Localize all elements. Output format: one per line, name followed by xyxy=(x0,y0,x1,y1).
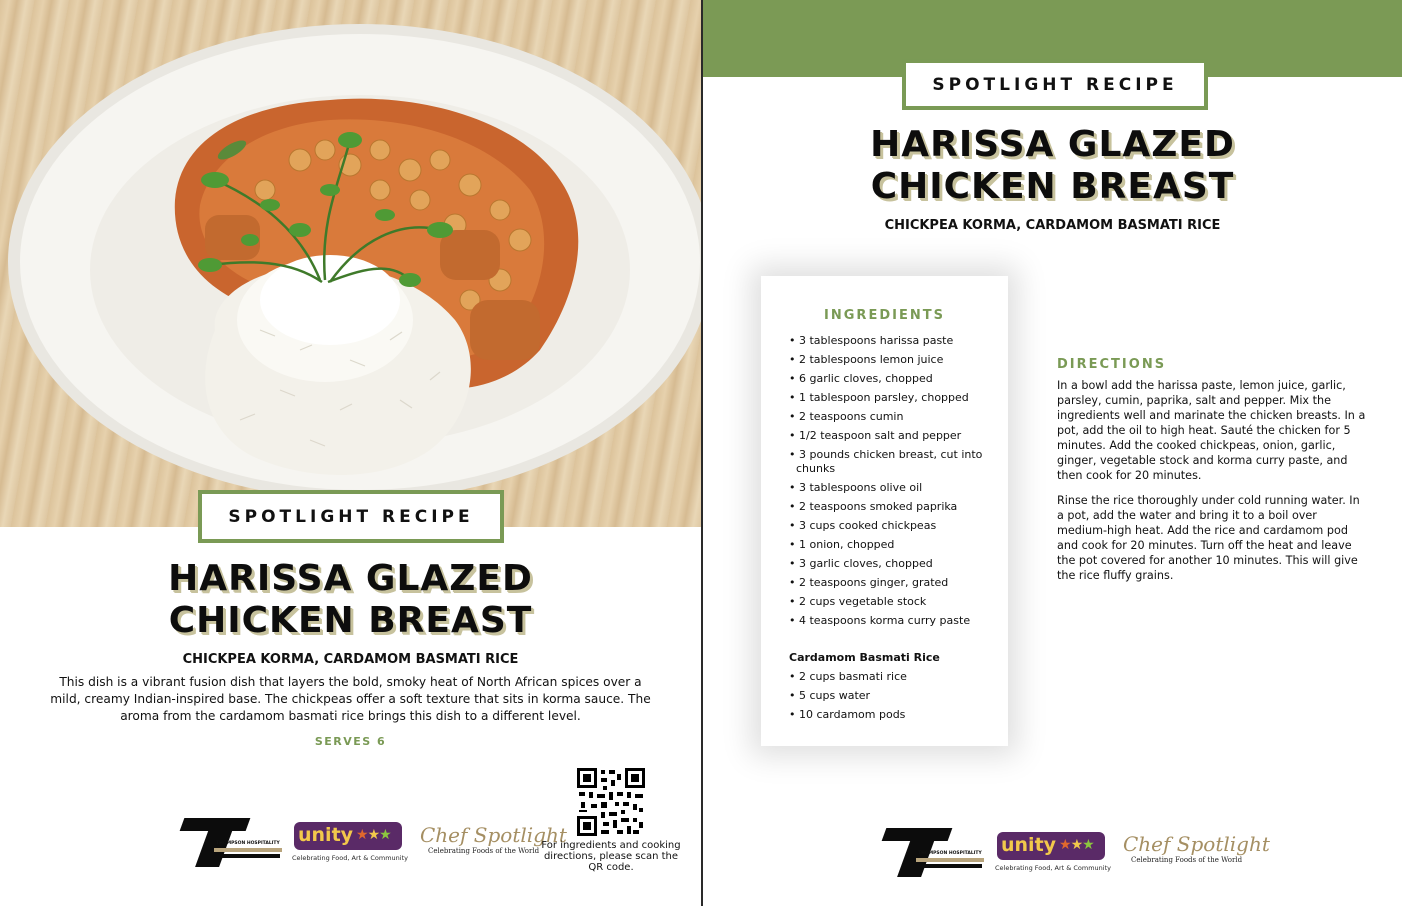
recipe-subtitle-right: CHICKPEA KORMA, CARDAMOM BASMATI RICE xyxy=(884,218,1221,233)
rice-heading: Cardamom Basmati Rice xyxy=(789,651,940,664)
ingredient-item: • 3 garlic cloves, chopped xyxy=(789,557,994,571)
ingredient-item: • 2 tablespoons lemon juice xyxy=(789,353,994,367)
rice-ingredient-item: • 2 cups basmati rice xyxy=(789,670,994,684)
unity-logo-caption: Celebrating Food, Art & Community xyxy=(292,854,408,862)
unity-logo-word-right: unity xyxy=(1001,834,1057,856)
spotlight-badge-label: SPOTLIGHT RECIPE xyxy=(228,506,474,527)
unity-logo xyxy=(292,822,408,866)
ingredient-item: • 3 tablespoons harissa paste xyxy=(789,334,994,348)
ingredient-item: • 1 onion, chopped xyxy=(789,538,994,552)
dish-photo xyxy=(0,0,701,527)
directions-paragraph: In a bowl add the harissa paste, lemon juice, garlic, parsley, cumin, paprika, salt and pepper. Mix the ingredients well and marinate the chicken breasts. In a pot, add the oil to high heat. Sauté the chicken for 5 minutes. Add the cooked chickpeas, onion, garlic, ginger, vegetable stock and korma curry paste, and then cook for 20 minutes. xyxy=(1057,379,1366,482)
thompson-hospitality-logo xyxy=(182,818,282,868)
unity-stars-icon: ★★★ xyxy=(356,827,391,843)
recipe-subtitle: CHICKPEA KORMA, CARDAMOM BASMATI RICE xyxy=(182,652,519,667)
rice-ingredient-item: • 5 cups water xyxy=(789,689,994,703)
ingredient-item: • 4 teaspoons korma curry paste xyxy=(789,614,994,628)
serves-label: SERVES 6 xyxy=(314,735,387,748)
ingredient-item: • 3 cups cooked chickpeas xyxy=(789,519,994,533)
chef-spotlight-logo xyxy=(420,823,567,865)
recipe-title-right-line2: CHICKEN BREAST xyxy=(870,166,1235,207)
directions-paragraph: Rinse the rice thoroughly under cold running water. In a pot, add the water and bring it to a boil over medium-high heat. Add the rice and cardamom pod and cook for 20 minutes. Turn off the heat and leave the pot covered for another 10 minutes. This will give the rice fluffy grains. xyxy=(1057,494,1360,582)
rice-ingredient-item: • 10 cardamom pods xyxy=(789,708,994,722)
directions-text xyxy=(1057,378,1369,593)
unity-stars-icon-right: ★★★ xyxy=(1059,837,1094,853)
chef-logo-script: Chef Spotlight xyxy=(420,823,567,847)
rice-ingredients-list xyxy=(789,670,994,727)
ingredients-heading: INGREDIENTS xyxy=(824,308,945,323)
directions-heading: DIRECTIONS xyxy=(1057,357,1167,372)
ingredients-list xyxy=(789,334,994,633)
spotlight-badge xyxy=(198,490,504,543)
ingredient-item: • 1/2 teaspoon salt and pepper xyxy=(789,429,994,443)
unity-logo-caption-right: Celebrating Food, Art & Community xyxy=(995,864,1111,872)
ingredient-item: • 6 garlic cloves, chopped xyxy=(789,372,994,386)
thompson-hospitality-logo-right xyxy=(884,828,984,878)
unity-logo-word: unity xyxy=(298,824,354,846)
qr-code-icon[interactable] xyxy=(577,768,645,836)
ingredient-item: • 2 teaspoons smoked paprika xyxy=(789,500,994,514)
ingredient-item: • 2 cups vegetable stock xyxy=(789,595,994,609)
recipe-title-right xyxy=(703,124,1402,208)
recipe-title-line1: HARISSA GLAZED xyxy=(168,558,533,599)
ingredient-item: • 3 tablespoons olive oil xyxy=(789,481,994,495)
recipe-back-page xyxy=(703,0,1402,906)
recipe-description: This dish is a vibrant fusion dish that layers the bold, smoky heat of North African spices over a mild, creamy Indian-inspired base. The chickpeas offer a soft texture that sits in korma sauce. The aroma from the cardamom basmati rice brings this dish to a different level. xyxy=(50,675,651,723)
thompson-logo-text-right: THOMPSON HOSPITALITY xyxy=(918,851,982,856)
ingredients-card xyxy=(761,276,1008,746)
recipe-title-line2: CHICKEN BREAST xyxy=(168,600,533,641)
spotlight-badge-right xyxy=(902,59,1208,110)
spotlight-badge-right-label: SPOTLIGHT RECIPE xyxy=(932,74,1178,95)
ingredient-item: • 2 teaspoons cumin xyxy=(789,410,994,424)
ingredient-item: • 3 pounds chicken breast, cut into chunks xyxy=(789,448,994,476)
recipe-title-right-line1: HARISSA GLAZED xyxy=(870,124,1235,165)
qr-caption: For ingredients and cooking directions, please scan the QR code. xyxy=(541,840,681,873)
chef-logo-script-right: Chef Spotlight xyxy=(1123,832,1270,856)
chef-logo-caption: Celebrating Foods of the World xyxy=(428,847,540,855)
chef-spotlight-logo-right xyxy=(1123,832,1270,874)
thompson-logo-text: THOMPSON HOSPITALITY xyxy=(216,841,280,846)
recipe-title xyxy=(0,558,701,642)
ingredient-item: • 1 tablespoon parsley, chopped xyxy=(789,391,994,405)
chef-logo-caption-right: Celebrating Foods of the World xyxy=(1131,856,1243,864)
unity-logo-right xyxy=(995,832,1111,876)
ingredient-item: • 2 teaspoons ginger, grated xyxy=(789,576,994,590)
